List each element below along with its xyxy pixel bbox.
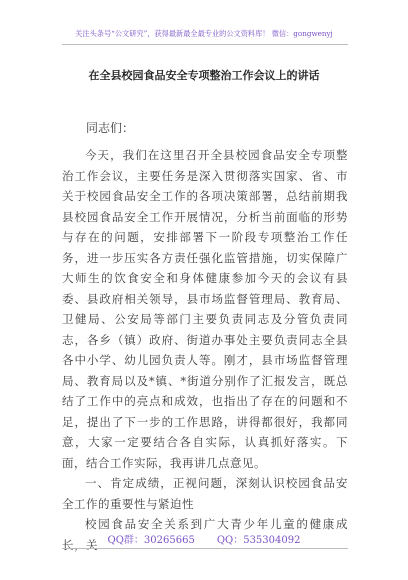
paragraph-opening: 今天，我们在这里召开全县校园食品安全专项整治工作会议，主要任务是深入贯彻落实国家、省、市关于校园食品安全工作的各项决策部署，总结前期我县校园食品安全工作开展情况，分析当前面临的形势与存在的问题，安排部署下一阶段专项整治工作任务，进一步压实各方责任强化监管措施，切实保障广大师生的饮食安全和身体健康参加今天的会议有县委、县政府相关领导，县市场监督管理局、教育局、卫健局、公安局等部门主要负责同志及分管负责同志，各乡（镇）政府、街道办事处主要负责同志全县各中小学、幼儿园负责人等。刚才，县市场监督管理局、教育局以及*镇、*街道分别作了汇报发言，既总结了工作中的亮点和成效，也指出了存在的问题和不足，提出了下一步的工作思路，讲得都很好，我都同意，大家一定要结合各自实际，认真抓好落实。下面，结合工作实际，我再讲几点意见。 bbox=[62, 148, 348, 470]
paragraph-section-1: 校园食品安全关系到广大青少年儿童的健康成长，关 bbox=[62, 517, 348, 552]
salutation: 同志们： bbox=[86, 121, 135, 135]
qq-group-number: QQ群：30265665 bbox=[107, 535, 195, 546]
footer-divider bbox=[62, 548, 348, 549]
document-title: 在全县校园食品安全专项整治工作会议上的讲话 bbox=[88, 69, 320, 82]
footer-contact bbox=[0, 535, 408, 547]
qq-number: QQ：535304092 bbox=[216, 535, 301, 546]
header-divider bbox=[62, 44, 348, 45]
document-body bbox=[62, 145, 348, 555]
header-promo-text: 关注头条号“公文研究”，获得最新最全最专业的公文资料库！ 微信：gongwenyj bbox=[75, 29, 333, 38]
section-heading-1: 一、肯定成绩，正视问题，深刻认识校园食品安全工作的重要性与紧迫性 bbox=[62, 476, 348, 511]
